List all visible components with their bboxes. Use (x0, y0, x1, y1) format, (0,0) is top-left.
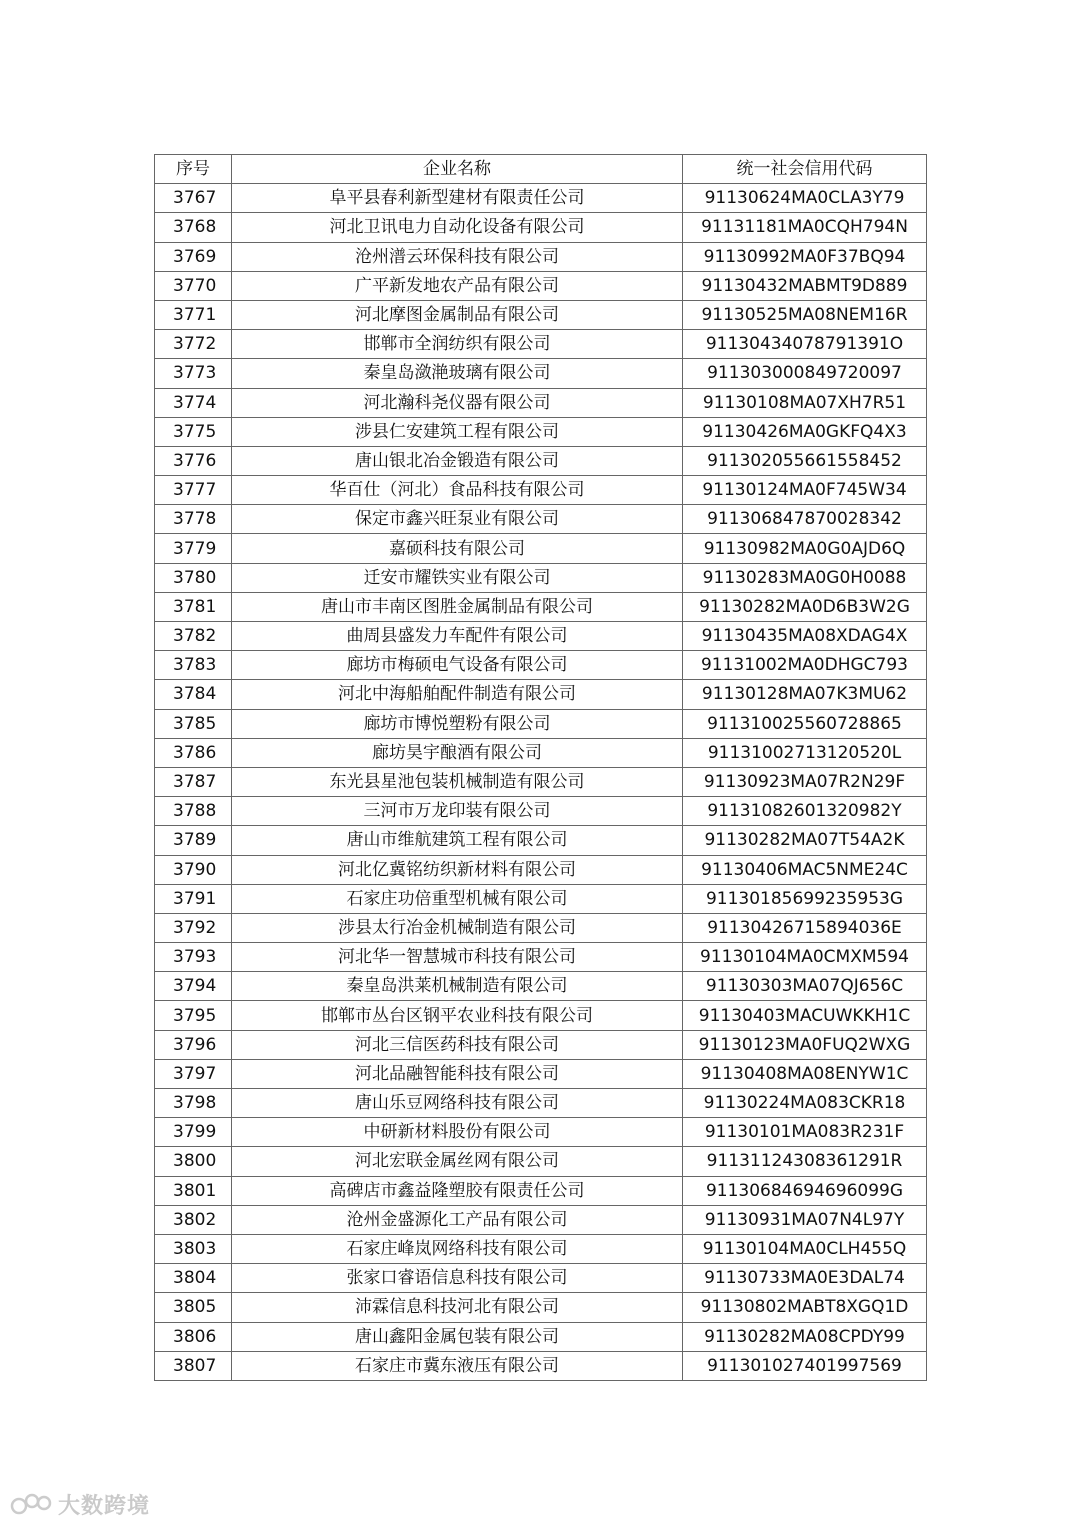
table-row (155, 1118, 927, 1147)
header-credit-code: 统一社会信用代码 (683, 155, 927, 184)
cell-serial-number: 3801 (155, 1176, 232, 1205)
cell-credit-code: 91130123MA0FUQ2WXG (683, 1030, 927, 1059)
cell-credit-code: 91130303MA07QJ656C (683, 972, 927, 1001)
cell-company-name: 邯郸市丛台区钢平农业科技有限公司 (232, 1001, 683, 1030)
logo-mark-icon (10, 1491, 54, 1517)
cell-company-name: 高碑店市鑫益隆塑胶有限责任公司 (232, 1176, 683, 1205)
cell-serial-number: 3767 (155, 184, 232, 213)
header-serial-number: 序号 (155, 155, 232, 184)
cell-credit-code: 91131181MA0CQH794N (683, 213, 927, 242)
cell-credit-code: 91130282MA07T54A2K (683, 826, 927, 855)
cell-company-name: 张家口睿语信息科技有限公司 (232, 1264, 683, 1293)
table-row (155, 242, 927, 271)
cell-company-name: 中研新材料股份有限公司 (232, 1118, 683, 1147)
cell-serial-number: 3807 (155, 1351, 232, 1380)
cell-credit-code: 91130282MA08CPDY99 (683, 1322, 927, 1351)
cell-credit-code: 91130931MA07N4L97Y (683, 1205, 927, 1234)
table-row (155, 972, 927, 1001)
table-row (155, 680, 927, 709)
cell-serial-number: 3779 (155, 534, 232, 563)
cell-serial-number: 3775 (155, 417, 232, 446)
cell-company-name: 涉县仁安建筑工程有限公司 (232, 417, 683, 446)
cell-credit-code: 91130434078791391O (683, 330, 927, 359)
cell-serial-number: 3805 (155, 1293, 232, 1322)
cell-credit-code: 91131002MA0DHGC793 (683, 651, 927, 680)
table-row (155, 417, 927, 446)
cell-serial-number: 3772 (155, 330, 232, 359)
cell-company-name: 曲周县盛发力车配件有限公司 (232, 622, 683, 651)
cell-company-name: 唐山市丰南区图胜金属制品有限公司 (232, 592, 683, 621)
cell-company-name: 河北亿冀铭纺织新材料有限公司 (232, 855, 683, 884)
cell-serial-number: 3768 (155, 213, 232, 242)
cell-credit-code: 91130426MA0GKFQ4X3 (683, 417, 927, 446)
cell-serial-number: 3798 (155, 1089, 232, 1118)
table-header (155, 155, 927, 184)
cell-serial-number: 3806 (155, 1322, 232, 1351)
cell-credit-code: 91130408MA08ENYW1C (683, 1059, 927, 1088)
cell-serial-number: 3788 (155, 797, 232, 826)
cell-company-name: 河北中海船舶配件制造有限公司 (232, 680, 683, 709)
cell-credit-code: 911306847870028342 (683, 505, 927, 534)
cell-serial-number: 3780 (155, 563, 232, 592)
table-row (155, 1030, 927, 1059)
cell-company-name: 阜平县春利新型建材有限责任公司 (232, 184, 683, 213)
cell-credit-code: 91130435MA08XDAG4X (683, 622, 927, 651)
cell-credit-code: 91130185699235953G (683, 884, 927, 913)
table-row (155, 943, 927, 972)
cell-credit-code: 91131124308361291R (683, 1147, 927, 1176)
table-row (155, 476, 927, 505)
cell-serial-number: 3804 (155, 1264, 232, 1293)
cell-company-name: 沧州金盛源化工产品有限公司 (232, 1205, 683, 1234)
cell-serial-number: 3782 (155, 622, 232, 651)
cell-serial-number: 3791 (155, 884, 232, 913)
table-row (155, 913, 927, 942)
table-row (155, 855, 927, 884)
header-company-name: 企业名称 (232, 155, 683, 184)
table-row (155, 330, 927, 359)
cell-credit-code: 91130283MA0G0H0088 (683, 563, 927, 592)
cell-serial-number: 3790 (155, 855, 232, 884)
cell-company-name: 迁安市耀铁实业有限公司 (232, 563, 683, 592)
table-row (155, 1205, 927, 1234)
cell-serial-number: 3795 (155, 1001, 232, 1030)
cell-serial-number: 3773 (155, 359, 232, 388)
cell-company-name: 唐山鑫阳金属包装有限公司 (232, 1322, 683, 1351)
cell-credit-code: 91131082601320982Y (683, 797, 927, 826)
cell-serial-number: 3785 (155, 709, 232, 738)
table-row (155, 1089, 927, 1118)
cell-company-name: 廊坊市博悦塑粉有限公司 (232, 709, 683, 738)
cell-company-name: 河北品融智能科技有限公司 (232, 1059, 683, 1088)
cell-serial-number: 3771 (155, 300, 232, 329)
cell-credit-code: 911302055661558452 (683, 446, 927, 475)
cell-serial-number: 3778 (155, 505, 232, 534)
table-row (155, 622, 927, 651)
cell-credit-code: 91131002713120520L (683, 738, 927, 767)
table-row (155, 505, 927, 534)
cell-company-name: 沧州潽云环保科技有限公司 (232, 242, 683, 271)
table-row (155, 1293, 927, 1322)
watermark (10, 1487, 150, 1521)
cell-serial-number: 3774 (155, 388, 232, 417)
header-row (155, 155, 927, 184)
cell-credit-code: 91130684694696099G (683, 1176, 927, 1205)
cell-company-name: 三河市万龙印装有限公司 (232, 797, 683, 826)
table-row (155, 359, 927, 388)
table-row (155, 884, 927, 913)
cell-serial-number: 3783 (155, 651, 232, 680)
cell-company-name: 秦皇岛洪莱机械制造有限公司 (232, 972, 683, 1001)
cell-company-name: 河北宏联金属丝网有限公司 (232, 1147, 683, 1176)
table-row (155, 1351, 927, 1380)
table-row (155, 592, 927, 621)
table-row (155, 767, 927, 796)
cell-company-name: 嘉硕科技有限公司 (232, 534, 683, 563)
cell-serial-number: 3802 (155, 1205, 232, 1234)
table-row (155, 300, 927, 329)
cell-company-name: 华百仕（河北）食品科技有限公司 (232, 476, 683, 505)
cell-serial-number: 3796 (155, 1030, 232, 1059)
cell-company-name: 石家庄功倍重型机械有限公司 (232, 884, 683, 913)
table-row (155, 1234, 927, 1263)
cell-company-name: 石家庄市冀东液压有限公司 (232, 1351, 683, 1380)
cell-serial-number: 3792 (155, 913, 232, 942)
company-registry-table (154, 154, 927, 1381)
cell-serial-number: 3784 (155, 680, 232, 709)
table-body (155, 184, 927, 1381)
table-row (155, 271, 927, 300)
cell-credit-code: 91130802MABT8XGQ1D (683, 1293, 927, 1322)
table-row (155, 651, 927, 680)
cell-credit-code: 91130923MA07R2N29F (683, 767, 927, 796)
cell-credit-code: 91130403MACUWKKH1C (683, 1001, 927, 1030)
table-row (155, 1001, 927, 1030)
cell-credit-code: 91130426715894036E (683, 913, 927, 942)
cell-company-name: 东光县星池包装机械制造有限公司 (232, 767, 683, 796)
cell-company-name: 河北华一智慧城市科技有限公司 (232, 943, 683, 972)
cell-company-name: 河北三信医药科技有限公司 (232, 1030, 683, 1059)
cell-serial-number: 3770 (155, 271, 232, 300)
cell-serial-number: 3800 (155, 1147, 232, 1176)
cell-credit-code: 911303000849720097 (683, 359, 927, 388)
cell-credit-code: 91130733MA0E3DAL74 (683, 1264, 927, 1293)
table-row (155, 563, 927, 592)
cell-company-name: 涉县太行冶金机械制造有限公司 (232, 913, 683, 942)
cell-credit-code: 91130101MA083R231F (683, 1118, 927, 1147)
table-row (155, 1176, 927, 1205)
cell-serial-number: 3787 (155, 767, 232, 796)
cell-company-name: 沛霖信息科技河北有限公司 (232, 1293, 683, 1322)
cell-credit-code: 91130432MABMT9D889 (683, 271, 927, 300)
cell-serial-number: 3781 (155, 592, 232, 621)
table-row (155, 1059, 927, 1088)
cell-credit-code: 91130224MA083CKR18 (683, 1089, 927, 1118)
table-row (155, 534, 927, 563)
table-row (155, 1264, 927, 1293)
cell-company-name: 秦皇岛潋滟玻璃有限公司 (232, 359, 683, 388)
cell-company-name: 保定市鑫兴旺泵业有限公司 (232, 505, 683, 534)
cell-serial-number: 3803 (155, 1234, 232, 1263)
cell-company-name: 唐山市维航建筑工程有限公司 (232, 826, 683, 855)
cell-company-name: 石家庄峰岚网络科技有限公司 (232, 1234, 683, 1263)
cell-serial-number: 3776 (155, 446, 232, 475)
table-row (155, 826, 927, 855)
cell-company-name: 河北卫讯电力自动化设备有限公司 (232, 213, 683, 242)
cell-credit-code: 911310025560728865 (683, 709, 927, 738)
cell-credit-code: 91130282MA0D6B3W2G (683, 592, 927, 621)
table-row (155, 184, 927, 213)
table-row (155, 709, 927, 738)
table-row (155, 1322, 927, 1351)
cell-serial-number: 3799 (155, 1118, 232, 1147)
cell-company-name: 河北瀚科尧仪器有限公司 (232, 388, 683, 417)
cell-company-name: 广平新发地农产品有限公司 (232, 271, 683, 300)
cell-company-name: 唐山银北冶金锻造有限公司 (232, 446, 683, 475)
table-row (155, 797, 927, 826)
watermark-text: 大数跨境 (58, 1493, 151, 1519)
table-row (155, 213, 927, 242)
cell-credit-code: 91130128MA07K3MU62 (683, 680, 927, 709)
cell-credit-code: 91130406MAC5NME24C (683, 855, 927, 884)
cell-credit-code: 91130104MA0CLH455Q (683, 1234, 927, 1263)
cell-company-name: 邯郸市全润纺织有限公司 (232, 330, 683, 359)
cell-company-name: 唐山乐豆网络科技有限公司 (232, 1089, 683, 1118)
cell-credit-code: 91130982MA0G0AJD6Q (683, 534, 927, 563)
cell-serial-number: 3789 (155, 826, 232, 855)
table-row (155, 738, 927, 767)
cell-company-name: 廊坊昊宇酿酒有限公司 (232, 738, 683, 767)
cell-serial-number: 3777 (155, 476, 232, 505)
cell-serial-number: 3769 (155, 242, 232, 271)
cell-credit-code: 91130108MA07XH7R51 (683, 388, 927, 417)
cell-credit-code: 91130124MA0F745W34 (683, 476, 927, 505)
cell-credit-code: 91130104MA0CMXM594 (683, 943, 927, 972)
table-row (155, 446, 927, 475)
cell-company-name: 廊坊市梅硕电气设备有限公司 (232, 651, 683, 680)
table-row (155, 1147, 927, 1176)
cell-credit-code: 91130624MA0CLA3Y79 (683, 184, 927, 213)
cell-credit-code: 91130992MA0F37BQ94 (683, 242, 927, 271)
cell-credit-code: 911301027401997569 (683, 1351, 927, 1380)
cell-serial-number: 3797 (155, 1059, 232, 1088)
cell-credit-code: 91130525MA08NEM16R (683, 300, 927, 329)
cell-serial-number: 3786 (155, 738, 232, 767)
cell-company-name: 河北摩图金属制品有限公司 (232, 300, 683, 329)
cell-serial-number: 3793 (155, 943, 232, 972)
table-row (155, 388, 927, 417)
cell-serial-number: 3794 (155, 972, 232, 1001)
